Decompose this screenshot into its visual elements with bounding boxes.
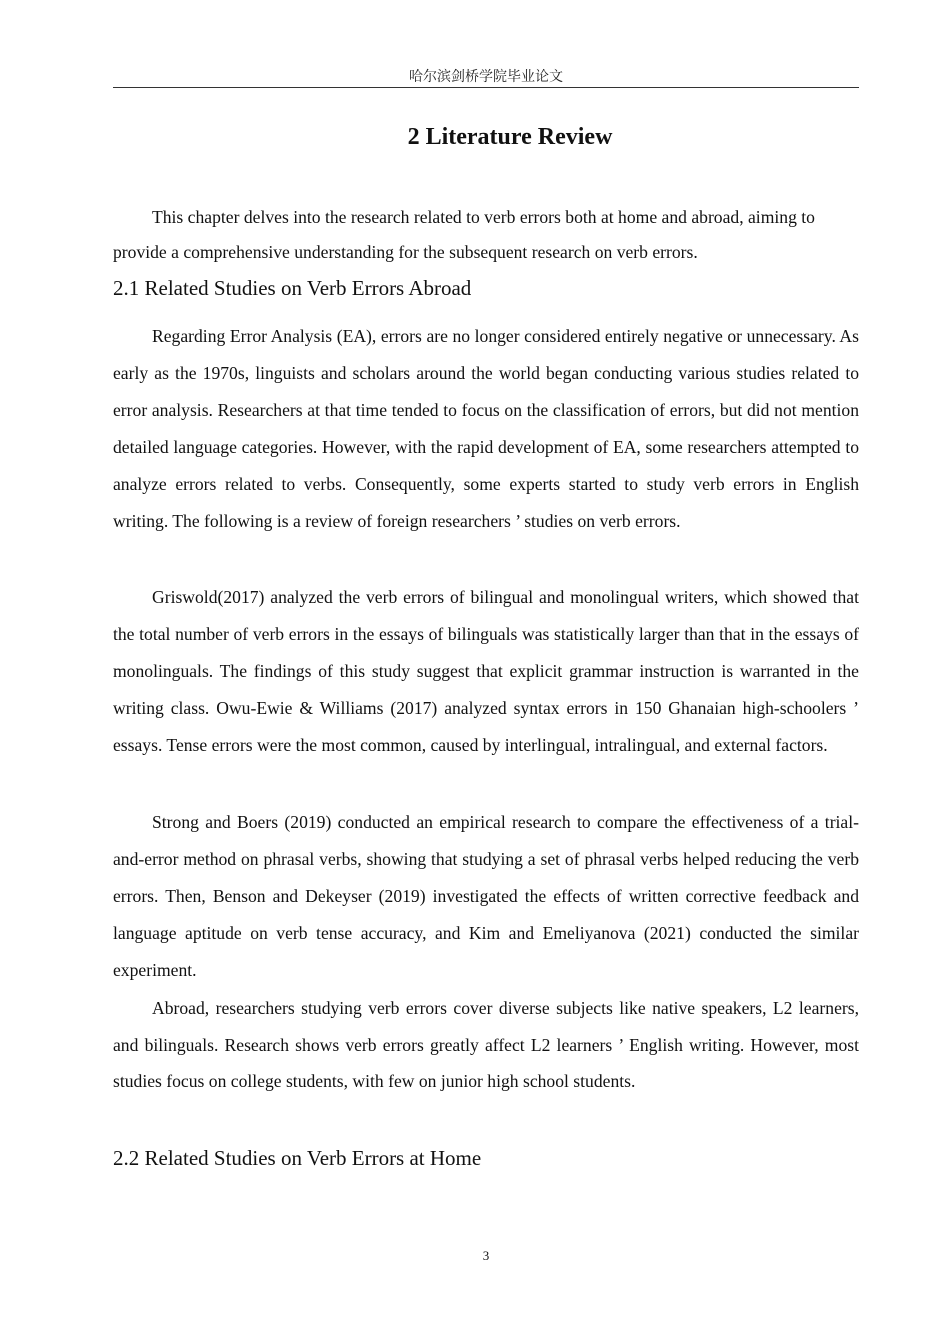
running-header: 哈尔滨剑桥学院毕业论文	[409, 69, 563, 85]
page-number: 3	[482, 1248, 490, 1263]
section-heading-2-2: 2.2 Related Studies on Verb Errors at Home	[113, 1146, 482, 1170]
header-rule	[113, 87, 859, 88]
paragraph-error-analysis: Regarding Error Analysis (EA), errors are no longer considered entirely negative or unnecessary. As early as the 1970s, linguists and scholars around the world began conducting various studies related to error analysis. Researchers at that time tended to focus on the classification of errors, but did not mention detailed language categories. However, with the rapid development of EA, some researchers attempted to analyze errors related to verbs. Consequently, some experts started to study verb errors in English writing. The following is a review of foreign researchers ’ studies on verb errors.	[113, 326, 859, 531]
paragraph-griswold: Griswold(2017) analyzed the verb errors of bilingual and monolingual writers, which showed that the total number of verb errors in the essays of bilinguals was statistically larger than that in the essays of monolinguals. The findings of this study suggest that explicit grammar instruction is warranted in the writing class. Owu-Ewie & Williams (2017) analyzed syntax errors in 150 Ghanaian high-schoolers ’ essays. Tense errors were the most common, caused by interlingual, intralingual, and external factors.	[113, 587, 859, 755]
section-heading-2-1: 2.1 Related Studies on Verb Errors Abroad	[113, 276, 472, 300]
chapter-title: 2 Literature Review	[407, 124, 613, 150]
paragraph-strong-boers: Strong and Boers (2019) conducted an empirical research to compare the effectiveness of a trial-and-error method on phrasal verbs, showing that studying a set of phrasal verbs helped reducing the verb errors. Then, Benson and Dekeyser (2019) investigated the effects of written corrective feedback and language aptitude on verb tense accuracy, and Kim and Emeliyanova (2021) conducted the similar experiment.	[113, 812, 859, 980]
intro-paragraph: This chapter delves into the research related to verb errors both at home and abroad, aiming to provide a comprehensive understanding for the subsequent research on verb errors.	[113, 207, 815, 262]
paragraph-abroad-summary: Abroad, researchers studying verb errors cover diverse subjects like native speakers, L2 learners, and bilinguals. Research shows verb errors greatly affect L2 learners ’ English writing. However, most studies focus on college students, with few on junior high school students.	[113, 998, 859, 1091]
